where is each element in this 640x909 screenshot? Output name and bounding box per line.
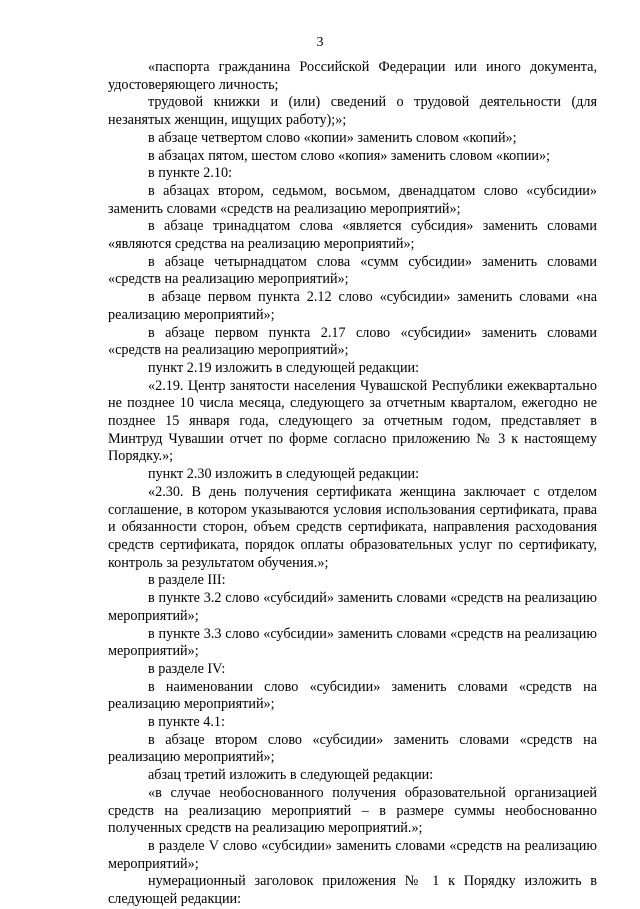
paragraph: в абзаце тринадцатом слова «является субсидия» заменить словами «являются средства на реализацию мероприятий»; [108,218,597,253]
paragraph: в абзаце втором слово «субсидии» заменить словами «средств на реализацию мероприятий»; [108,731,597,766]
document-body [108,59,597,909]
paragraph: в разделе V слово «субсидии» заменить словами «средств на реализацию мероприятий»; [108,837,597,872]
paragraph: в пункте 3.2 слово «субсидий» заменить словами «средств на реализацию мероприятий»; [108,590,597,624]
paragraph: трудовой книжки и (или) сведений о трудовой деятельности (для незанятых женщин, ищущих работу);»; [108,94,597,129]
paragraph: в абзаце первом пункта 2.17 слово «субсидии» заменить словами «средств на реализацию мероприятий»; [108,324,597,359]
paragraph: пункт 2.30 изложить в следующей редакции: [148,466,420,483]
paragraph: «в случае необоснованного получения образовательной организацией средств на реализацию мероприятий – в размере суммы необоснованно полученных средств на реализацию мероприятий.»; [108,784,597,837]
paragraph: в наименовании слово «субсидии» заменить словами «средств на реализацию мероприятий»; [108,678,597,713]
paragraph: в разделе IV: [148,660,226,677]
paragraph: «2.19. Центр занятости населения Чувашской Республики ежеквартально не позднее 10 числа месяца, следующего за отчетным кварталом, ежегодно не позднее 15 января года, следующего за отчетным годом, представляет в Минтруд Чувашии отчет по форме согласно приложению № 3 к настоящему Порядку.»; [108,377,597,465]
paragraph: в пункте 2.10: [148,165,233,182]
paragraph: в абзаце четвертом слово «копии» заменить словом «копий»; [148,129,517,146]
paragraph: «2.30. В день получения сертификата женщина заключает с отделом соглашение, в котором указываются условия использования сертификата, права и обязанности сторон, объем средств сертификата, направления расходования средств сертификата, порядок оплаты образовательных услуг по сертификату, контроль за результатом обучения.»; [108,483,597,571]
page-number: 3 [316,35,324,50]
paragraph: в абзацах пятом, шестом слово «копия» заменить словом «копии»; [148,147,551,164]
paragraph: в пункте 3.3 слово «субсидии» заменить словами «средств на реализацию мероприятий»; [108,625,597,660]
paragraph: «паспорта гражданина Российской Федерации или иного документа, удостоверяющего личность; [108,59,597,93]
paragraph: в абзаце четырнадцатом слова «сумм субсидии» заменить словами «средств на реализацию мероприятий»; [108,253,597,288]
paragraph: нумерационный заголовок приложения № 1 к Порядку изложить в следующей редакции: [108,873,597,908]
paragraph: абзац третий изложить в следующей редакции: [148,767,434,784]
paragraph: в пункте 4.1: [148,714,225,731]
paragraph: в разделе III: [148,572,226,589]
paragraph: в абзацах втором, седьмом, восьмом, двенадцатом слово «субсидии» заменить словами «средств на реализацию мероприятий»; [108,182,597,217]
paragraph: в абзаце первом пункта 2.12 слово «субсидии» заменить словами «на реализацию мероприятий»; [108,289,597,323]
paragraph: пункт 2.19 изложить в следующей редакции: [148,359,420,376]
